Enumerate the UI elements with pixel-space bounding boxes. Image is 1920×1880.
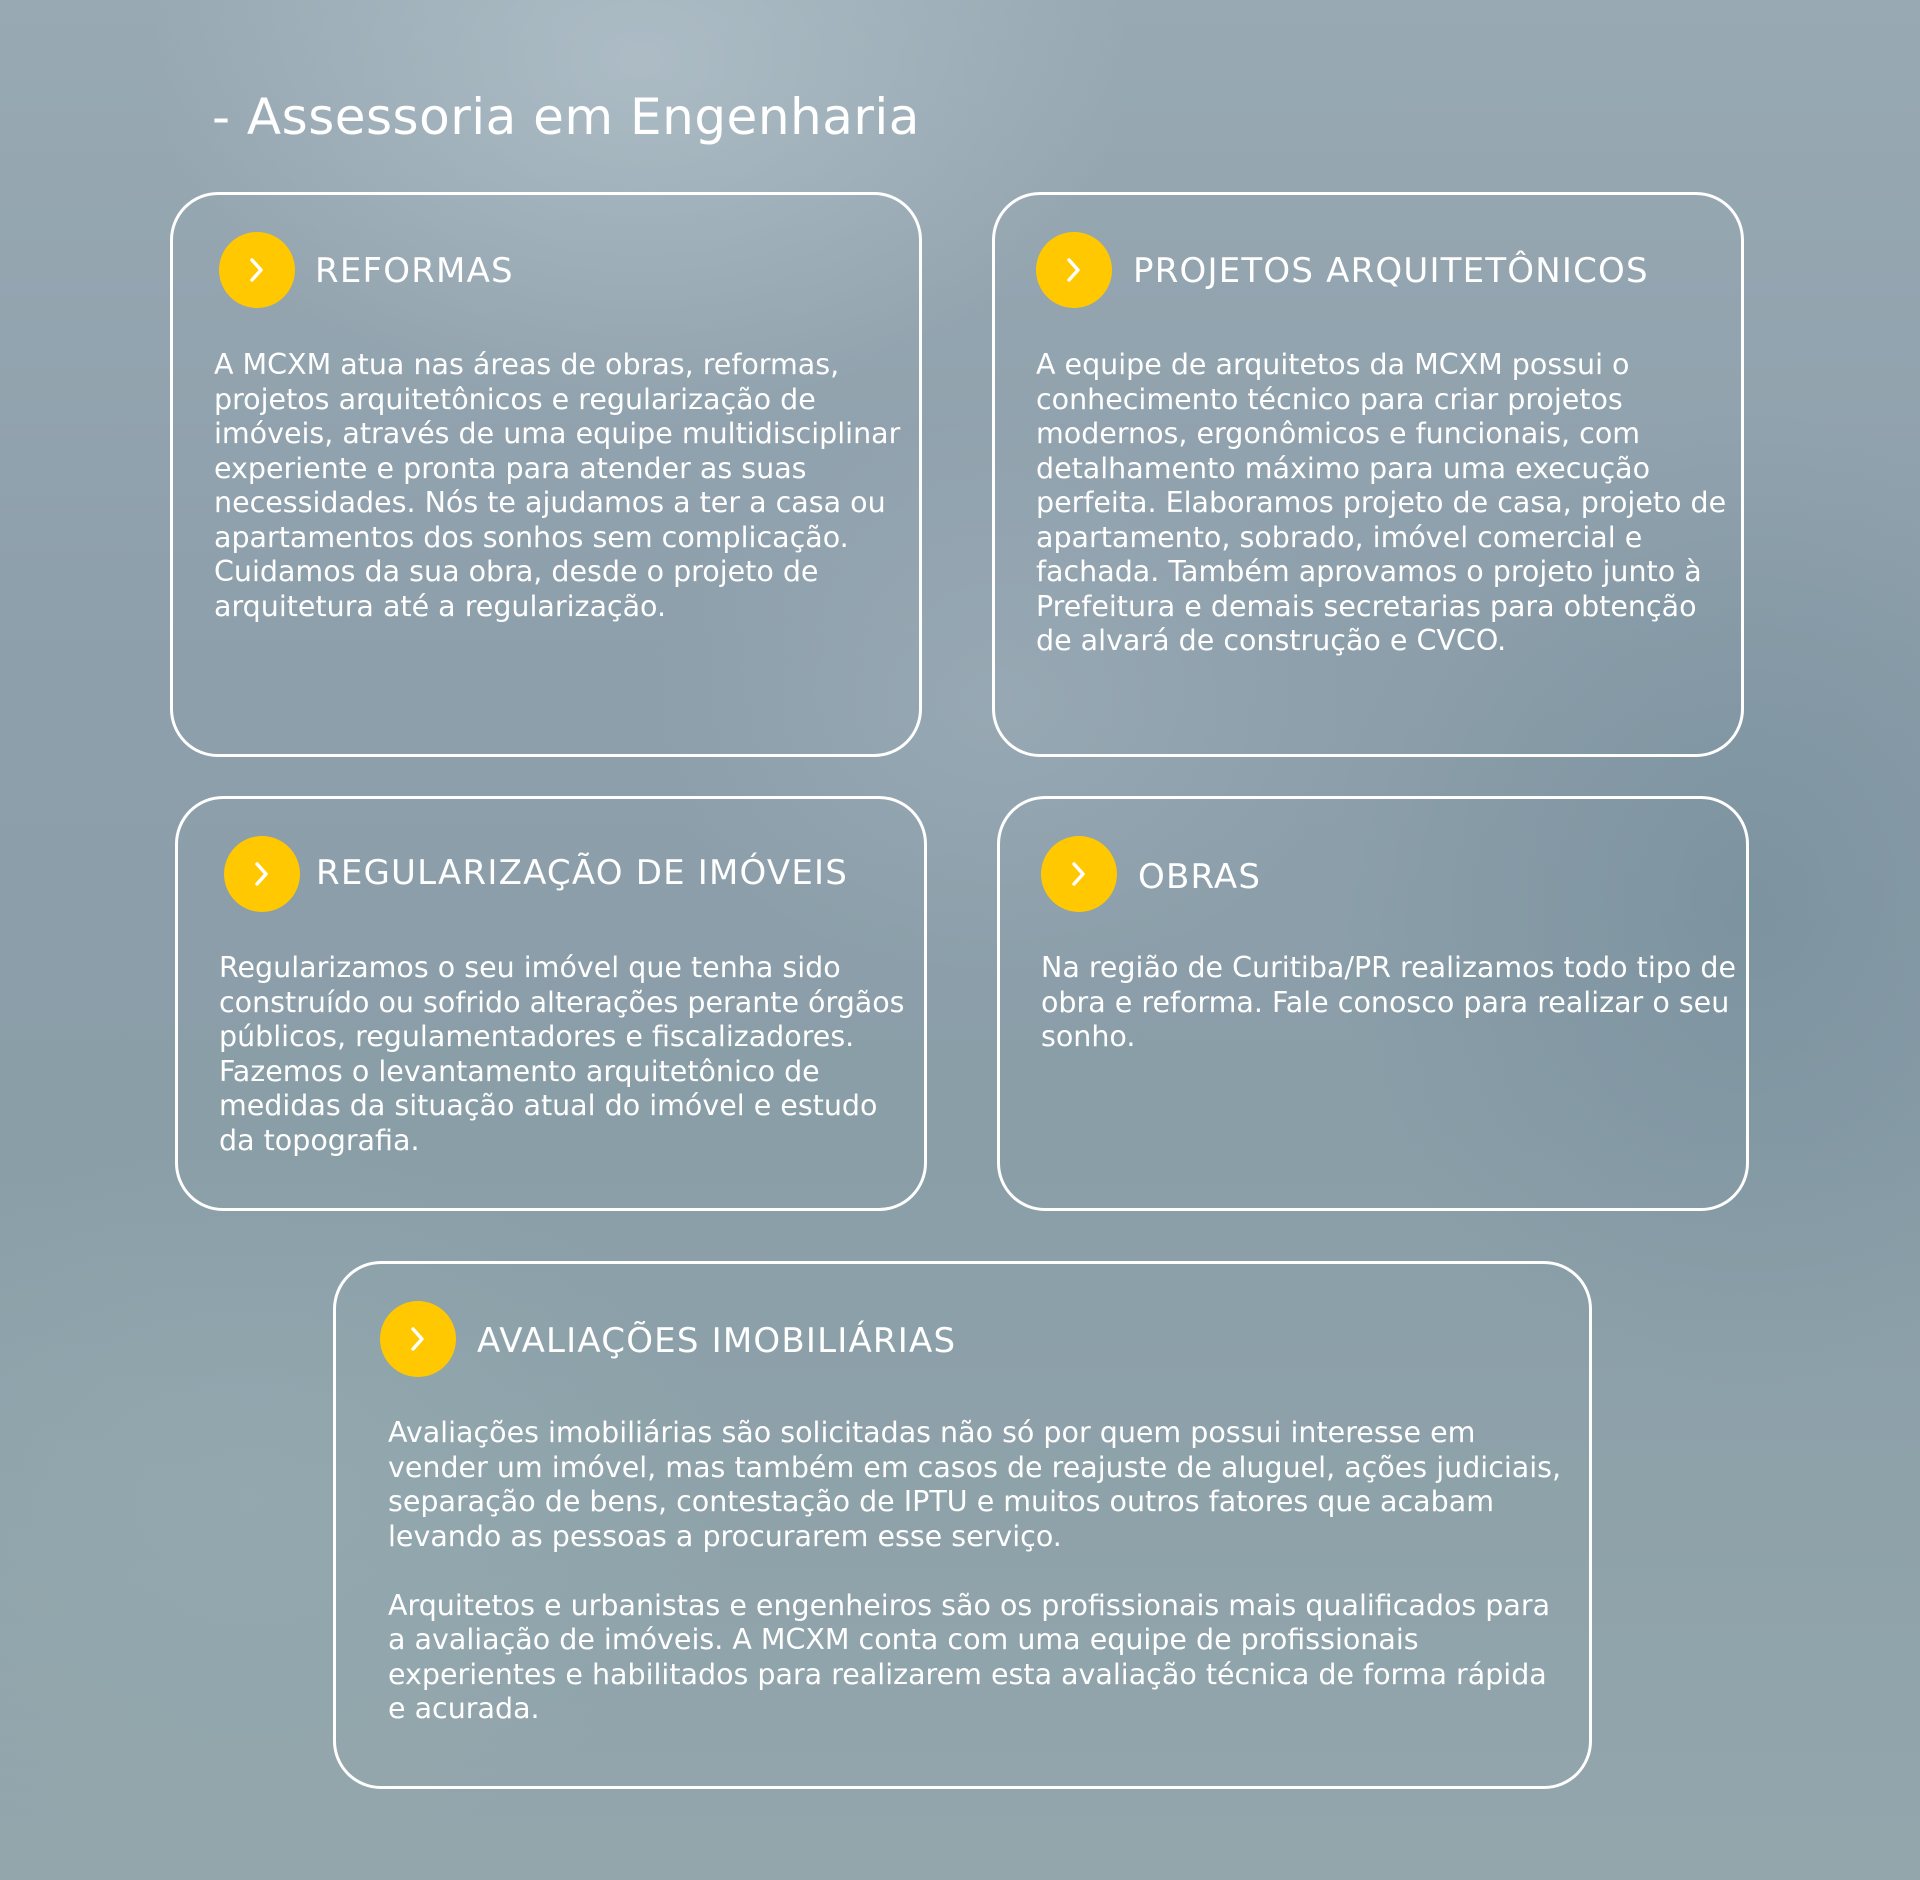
service-card-regularizacao-de-imoveis	[175, 796, 927, 1211]
card-paragraph: Avaliações imobiliárias são solicitadas não só por quem possui interesse em vender um imóvel, mas também em casos de reajuste de aluguel, ações judiciais, separação de bens, contestação de IPTU e muitos outros fatores que acabam levando as pessoas a procurarem esse serviço.	[388, 1416, 1562, 1553]
card-paragraph: A equipe de arquitetos da MCXM possui o conhecimento técnico para criar projetos modernos, ergonômicos e funcionais, com detalhamento máximo para uma execução perfeita. Elaboramos projeto de casa, projeto de apartamento, sobrado, imóvel comercial e fachada. Também aprovamos o projeto junto à Prefeitura e demais secretarias para obtenção de alvará de construção e CVCO.	[1036, 348, 1727, 657]
card-paragraph: Na região de Curitiba/PR realizamos todo tipo de obra e reforma. Fale conosco para realizar o seu sonho.	[1041, 951, 1736, 1053]
service-card-projetos-arquitetonicos	[992, 192, 1744, 757]
service-card-obras	[997, 796, 1749, 1211]
chevron-right-icon	[1041, 836, 1117, 912]
card-title: REGULARIZAÇÃO DE IMÓVEIS	[316, 853, 849, 893]
chevron-right-icon	[380, 1301, 456, 1377]
chevron-right-icon	[219, 232, 295, 308]
chevron-right-icon	[1036, 232, 1112, 308]
card-title: REFORMAS	[315, 251, 514, 291]
card-title: PROJETOS ARQUITETÔNICOS	[1133, 251, 1649, 291]
card-title: AVALIAÇÕES IMOBILIÁRIAS	[477, 1321, 957, 1361]
card-title: OBRAS	[1138, 857, 1262, 897]
card-paragraph: A MCXM atua nas áreas de obras, reformas, projetos arquitetônicos e regularização de imóveis, através de uma equipe multidisciplinar experiente e pronta para atender as suas necessidades. Nós te ajudamos a ter a casa ou apartamentos dos sonhos sem complicação. Cuidamos da sua obra, desde o projeto de arquitetura até a regularização.	[214, 348, 901, 623]
card-paragraph: Arquitetos e urbanistas e engenheiros são os profissionais mais qualificados para a avaliação de imóveis. A MCXM conta com uma equipe de profissionais experientes e habilitados para realizarem esta avaliação técnica de forma rápida e acurada.	[388, 1588, 1551, 1725]
card-description	[219, 951, 919, 1158]
chevron-right-icon	[224, 836, 300, 912]
card-description	[214, 348, 914, 624]
card-description	[1036, 348, 1736, 659]
service-card-reformas	[170, 192, 922, 757]
card-description	[1041, 951, 1741, 1055]
page-title: - Assessoria em Engenharia	[212, 88, 920, 146]
service-card-avaliacoes-imobiliarias	[333, 1261, 1592, 1789]
card-description	[388, 1416, 1568, 1727]
card-paragraph: Regularizamos o seu imóvel que tenha sido construído ou sofrido alterações perante órgãos públicos, regulamentadores e fiscalizadores. Fazemos o levantamento arquitetônico de medidas da situação atual do imóvel e estudo da topografia.	[219, 951, 905, 1157]
